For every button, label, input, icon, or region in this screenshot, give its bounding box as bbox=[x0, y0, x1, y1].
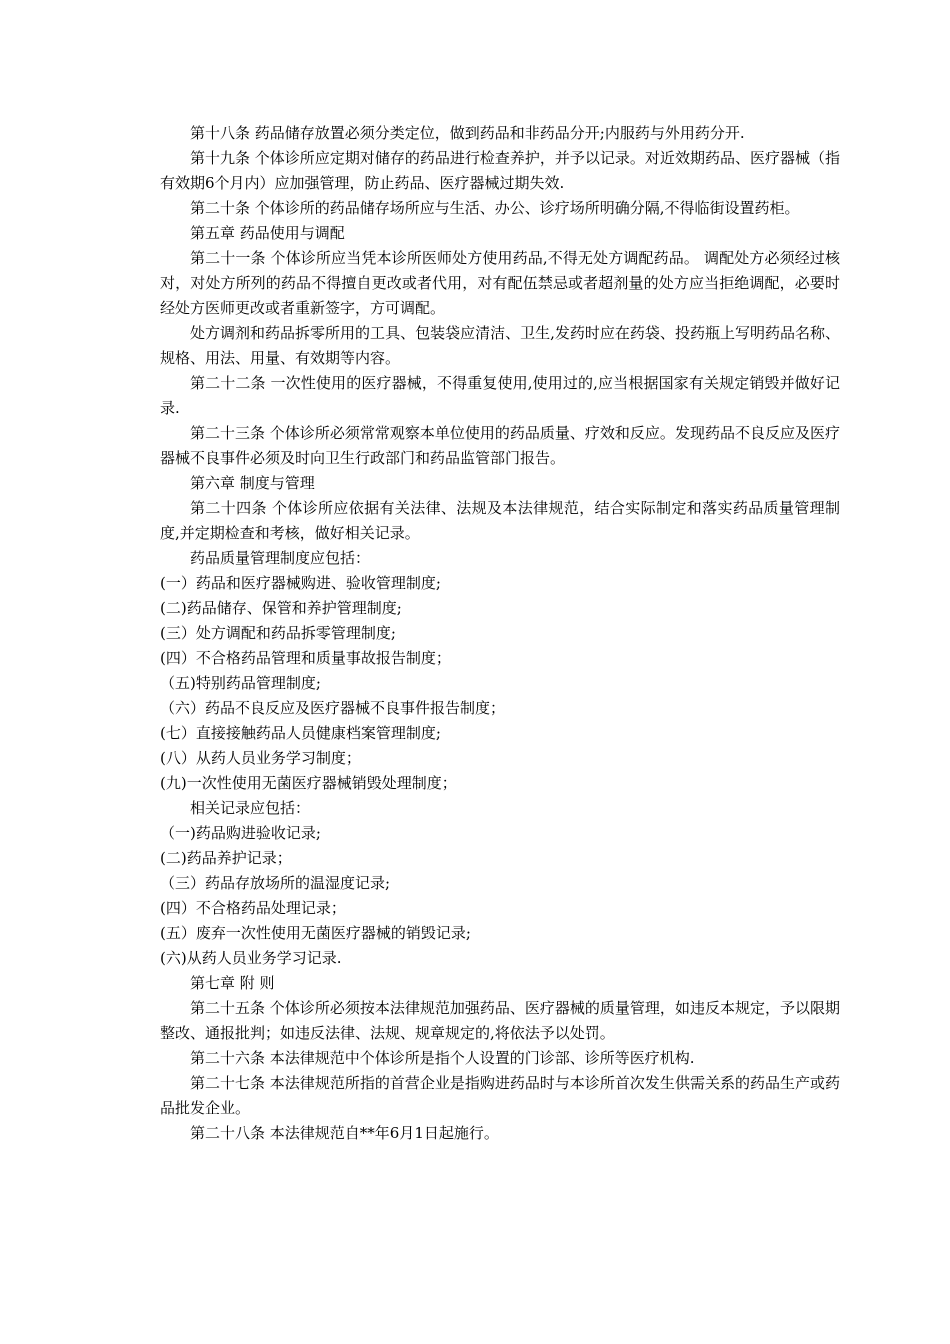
chapter-6-heading: 第六章 制度与管理 bbox=[190, 474, 315, 492]
article-26: 第二十六条 本法律规范中个体诊所是指个人设置的门诊部、诊所等医疗机构. bbox=[190, 1049, 695, 1067]
rule-item: (二)药品储存、保管和养护管理制度; bbox=[160, 599, 402, 617]
article-23: 第二十三条 个体诊所必须常常观察本单位使用的药品质量、疗效和反应。发现药品不良反应及医疗器械不良事件必须及时向卫生行政部门和药品监管部门报告。 bbox=[160, 424, 840, 467]
article-25: 第二十五条 个体诊所必须按本法律规范加强药品、医疗器械的质量管理，如违反本规定，予以限期整改、通报批判；如违反法律、法规、规章规定的,将依法予以处罚。 bbox=[160, 999, 840, 1042]
rule-item: (四）不合格药品管理和质量事故报告制度； bbox=[160, 649, 451, 667]
record-item: (四）不合格药品处理记录； bbox=[160, 899, 346, 917]
article-22: 第二十二条 一次性使用的医疗器械，不得重复使用,使用过的,应当根据国家有关规定销毁并做好记录. bbox=[160, 374, 840, 417]
article-27: 第二十七条 本法律规范所指的首营企业是指购进药品时与本诊所首次发生供需关系的药品生产或药品批发企业。 bbox=[160, 1074, 840, 1117]
rule-item: (九)一次性使用无菌医疗器械销毁处理制度； bbox=[160, 774, 457, 792]
chapter-5-heading: 第五章 药品使用与调配 bbox=[190, 224, 345, 242]
article-18: 第十八条 药品储存放置必须分类定位，做到药品和非药品分开;内服药与外用药分开. bbox=[190, 124, 745, 142]
article-28: 第二十八条 本法律规范自**年6月1日起施行。 bbox=[190, 1124, 499, 1142]
article-19: 第十九条 个体诊所应定期对储存的药品进行检查养护，并予以记录。对近效期药品、医疗器械（指有效期6个月内）应加强管理，防止药品、医疗器械过期失效. bbox=[160, 149, 840, 192]
rule-item: （五)特别药品管理制度; bbox=[160, 674, 321, 692]
record-item: （三）药品存放场所的温湿度记录; bbox=[160, 874, 391, 892]
record-item: (五）废弃一次性使用无菌医疗器械的销毁记录; bbox=[160, 924, 471, 942]
rule-item: (一）药品和医疗器械购进、验收管理制度; bbox=[160, 574, 441, 592]
rule-item: (八）从药人员业务学习制度； bbox=[160, 749, 361, 767]
rule-item: (三）处方调配和药品拆零管理制度; bbox=[160, 624, 396, 642]
chapter-7-heading: 第七章 附 则 bbox=[190, 974, 275, 992]
article-24: 第二十四条 个体诊所应依据有关法律、法规及本法律规范，结合实际制定和落实药品质量管理制度,并定期检查和考核，做好相关记录。 bbox=[160, 499, 840, 542]
article-21-supplement: 处方调剂和药品拆零所用的工具、包装袋应清洁、卫生,发药时应在药袋、投药瓶上写明药品名称、规格、用法、用量、有效期等内容。 bbox=[160, 324, 840, 367]
record-item: (二)药品养护记录； bbox=[160, 849, 292, 867]
article-20: 第二十条 个体诊所的药品储存场所应与生活、办公、诊疗场所明确分隔,不得临街设置药柜。 bbox=[190, 199, 800, 217]
rule-item: (七）直接接触药品人员健康档案管理制度; bbox=[160, 724, 441, 742]
rule-item: （六）药品不良反应及医疗器械不良事件报告制度； bbox=[160, 699, 506, 717]
management-rules-intro: 药品质量管理制度应包括： bbox=[190, 549, 371, 567]
record-item: （一)药品购进验收记录; bbox=[160, 824, 321, 842]
article-21: 第二十一条 个体诊所应当凭本诊所医师处方使用药品,不得无处方调配药品。 调配处方必须经过核对，对处方所列的药品不得擅自更改或者代用，对有配伍禁忌或者超剂量的处方应当拒绝调配，必要时经处方医师更改或者重新签字，方可调配。 bbox=[160, 249, 840, 317]
records-intro: 相关记录应包括： bbox=[190, 799, 311, 817]
record-item: (六)从药人员业务学习记录. bbox=[160, 949, 342, 967]
document-body bbox=[160, 121, 840, 1146]
